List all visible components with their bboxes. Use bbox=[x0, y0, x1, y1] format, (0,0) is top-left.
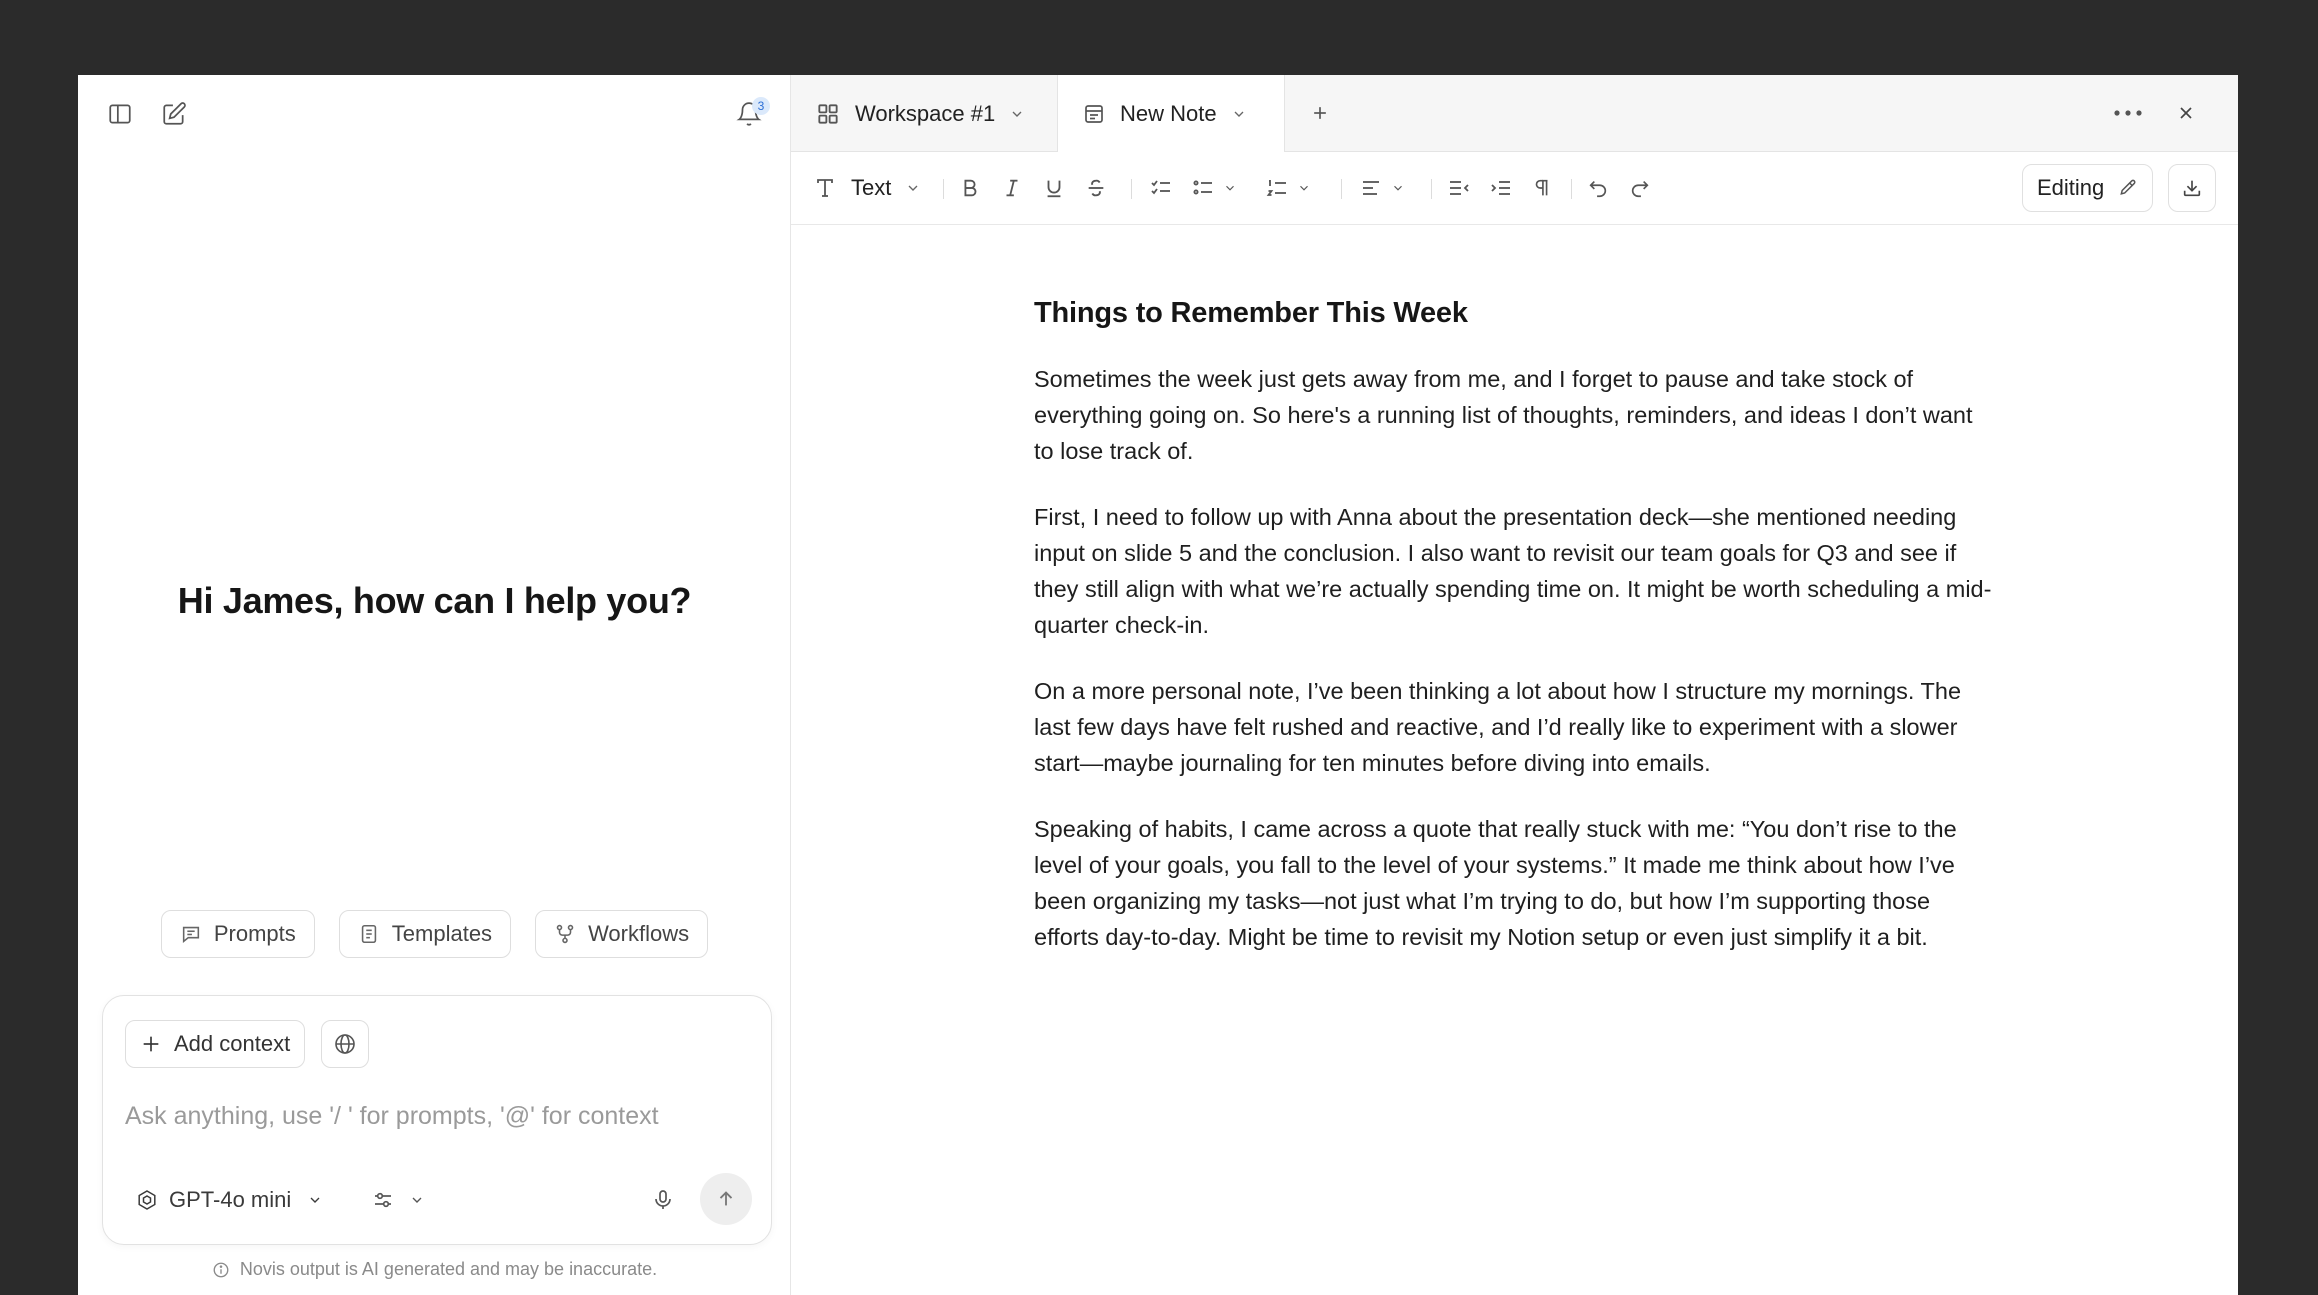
chevron-down-icon bbox=[409, 1192, 425, 1208]
plus-icon bbox=[1310, 103, 1330, 123]
prompts-chip[interactable] bbox=[161, 910, 315, 958]
outdent-icon bbox=[1447, 176, 1471, 200]
ai-disclaimer bbox=[78, 1259, 791, 1280]
toolbar-divider bbox=[1571, 179, 1572, 199]
undo-icon bbox=[1587, 177, 1609, 199]
bold-icon bbox=[959, 177, 981, 199]
close-icon bbox=[2176, 103, 2196, 123]
new-chat-button[interactable] bbox=[152, 92, 196, 136]
text-style-dropdown[interactable] bbox=[813, 168, 921, 208]
chevron-down-icon bbox=[1391, 181, 1405, 195]
formatting-toolbar bbox=[791, 152, 2238, 225]
close-panel-button[interactable] bbox=[2166, 93, 2206, 133]
tab-workspace-label: Workspace #1 bbox=[855, 100, 996, 126]
disclaimer-text: Novis output is AI generated and may be inaccurate. bbox=[239, 1259, 658, 1279]
numbered-list-icon bbox=[1265, 176, 1289, 200]
strikethrough-icon bbox=[1085, 177, 1107, 199]
prompts-chip-label: Prompts bbox=[213, 921, 296, 946]
settings-dropdown[interactable] bbox=[371, 1180, 425, 1220]
sliders-icon bbox=[371, 1188, 395, 1212]
chevron-down-icon bbox=[1297, 181, 1311, 195]
notification-badge: 3 bbox=[752, 97, 770, 115]
note-document[interactable] bbox=[1034, 295, 1994, 985]
arrow-up-icon bbox=[715, 1188, 737, 1210]
notifications-button[interactable] bbox=[727, 92, 771, 136]
checklist-button[interactable] bbox=[1149, 168, 1173, 208]
globe-icon bbox=[333, 1032, 357, 1056]
editor-panel bbox=[791, 75, 2238, 1295]
prompt-input[interactable] bbox=[125, 1096, 745, 1136]
text-style-label: Text bbox=[851, 175, 892, 200]
chevron-down-icon bbox=[905, 180, 921, 196]
greeting-heading: Hi James, how can I help you? bbox=[177, 580, 692, 621]
suggestion-chips bbox=[78, 910, 791, 958]
paragraph-marks-button[interactable] bbox=[1531, 168, 1553, 208]
info-icon bbox=[212, 1261, 230, 1279]
assistant-panel bbox=[78, 75, 791, 1295]
add-context-label: Add context bbox=[174, 1031, 291, 1056]
text-format-icon bbox=[813, 176, 837, 200]
align-dropdown[interactable] bbox=[1359, 168, 1405, 208]
templates-chip[interactable] bbox=[339, 910, 511, 958]
toolbar-divider bbox=[1341, 179, 1342, 199]
workflow-icon bbox=[554, 923, 576, 945]
chevron-down-icon bbox=[1231, 106, 1247, 122]
tab-workspace[interactable] bbox=[815, 75, 1091, 152]
strikethrough-button[interactable] bbox=[1085, 168, 1107, 208]
pilcrow-icon bbox=[1531, 177, 1553, 199]
workflows-chip-label: Workflows bbox=[588, 921, 690, 946]
chat-bubble-icon bbox=[180, 923, 202, 945]
model-selector[interactable] bbox=[135, 1180, 323, 1220]
note-icon bbox=[1082, 102, 1106, 126]
chevron-down-icon bbox=[1009, 106, 1025, 122]
toggle-sidebar-button[interactable] bbox=[98, 92, 142, 136]
toolbar-divider bbox=[1131, 179, 1132, 199]
add-context-button[interactable] bbox=[125, 1020, 305, 1068]
undo-button[interactable] bbox=[1587, 168, 1609, 208]
editing-mode-button[interactable] bbox=[2022, 164, 2153, 212]
bullet-list-dropdown[interactable] bbox=[1191, 168, 1237, 208]
bullet-list-icon bbox=[1191, 176, 1215, 200]
ellipsis-icon bbox=[2113, 108, 2143, 118]
app-window bbox=[78, 75, 2238, 1295]
toolbar-divider bbox=[1431, 179, 1432, 199]
document-icon bbox=[358, 923, 380, 945]
workflows-chip[interactable] bbox=[535, 910, 708, 958]
redo-icon bbox=[1629, 177, 1651, 199]
italic-button[interactable] bbox=[1001, 168, 1023, 208]
download-button[interactable] bbox=[2168, 164, 2216, 212]
chat-composer bbox=[102, 995, 772, 1245]
web-search-toggle[interactable] bbox=[321, 1020, 369, 1068]
microphone-icon bbox=[651, 1188, 675, 1212]
chevron-down-icon bbox=[307, 1192, 323, 1208]
tab-bar bbox=[791, 75, 2238, 152]
toolbar-divider bbox=[943, 179, 944, 199]
numbered-list-dropdown[interactable] bbox=[1265, 168, 1311, 208]
voice-input-button[interactable] bbox=[643, 1180, 683, 1220]
outdent-button[interactable] bbox=[1447, 168, 1471, 208]
italic-icon bbox=[1001, 177, 1023, 199]
more-options-button[interactable] bbox=[2106, 93, 2150, 133]
checklist-icon bbox=[1149, 176, 1173, 200]
editing-mode-label: Editing bbox=[2037, 175, 2105, 200]
download-icon bbox=[2181, 177, 2203, 199]
bold-button[interactable] bbox=[959, 168, 981, 208]
redo-button[interactable] bbox=[1629, 168, 1651, 208]
plus-icon bbox=[140, 1033, 162, 1055]
grid-icon bbox=[815, 101, 841, 127]
chevron-down-icon bbox=[1223, 181, 1237, 195]
align-left-icon bbox=[1359, 176, 1383, 200]
indent-icon bbox=[1489, 176, 1513, 200]
indent-button[interactable] bbox=[1489, 168, 1513, 208]
document-paragraph: Speaking of habits, I came across a quote that really stuck with me: “You don’t rise to the level of your goals, you fall to the level of your systems.” It made me think about how I’ve been organizing my tasks—not just what I’m trying to do, but how I’m supporting those efforts day-to-day. Might be time to revisit my Notion setup or even just simplify it a bit. bbox=[1034, 816, 1957, 950]
underline-icon bbox=[1043, 177, 1065, 199]
document-paragraph: First, I need to follow up with Anna about the presentation deck—she mentioned needing input on slide 5 and the conclusion. I also want to revisit our team goals for Q3 and see if they still align with what we’re actually spending time on. It might be worth scheduling a mid-quarter check-in. bbox=[1034, 504, 1992, 638]
sidebar-icon bbox=[107, 101, 133, 127]
document-paragraph: Sometimes the week just gets away from me, and I forget to pause and take stock of everything going on. So here's a running list of thoughts, reminders, and ideas I don’t want to lose track of. bbox=[1034, 366, 1973, 464]
model-name: GPT-4o mini bbox=[169, 1187, 292, 1212]
document-paragraph: On a more personal note, I’ve been thinking a lot about how I structure my mornings. The last few days have felt rushed and reactive, and I’d really like to experiment with a slower start—maybe journaling for ten minutes before diving into emails. bbox=[1034, 678, 1962, 776]
underline-button[interactable] bbox=[1043, 168, 1065, 208]
document-title: Things to Remember This Week bbox=[1034, 297, 1468, 329]
edit-icon bbox=[161, 101, 187, 127]
tab-new-note-label: New Note bbox=[1120, 101, 1217, 126]
send-button[interactable] bbox=[700, 1173, 752, 1225]
templates-chip-label: Templates bbox=[391, 921, 493, 946]
pencil-icon bbox=[2118, 178, 2138, 198]
new-tab-button[interactable] bbox=[1300, 93, 1340, 133]
tab-new-note[interactable] bbox=[1057, 75, 1285, 153]
openai-icon bbox=[135, 1188, 159, 1212]
